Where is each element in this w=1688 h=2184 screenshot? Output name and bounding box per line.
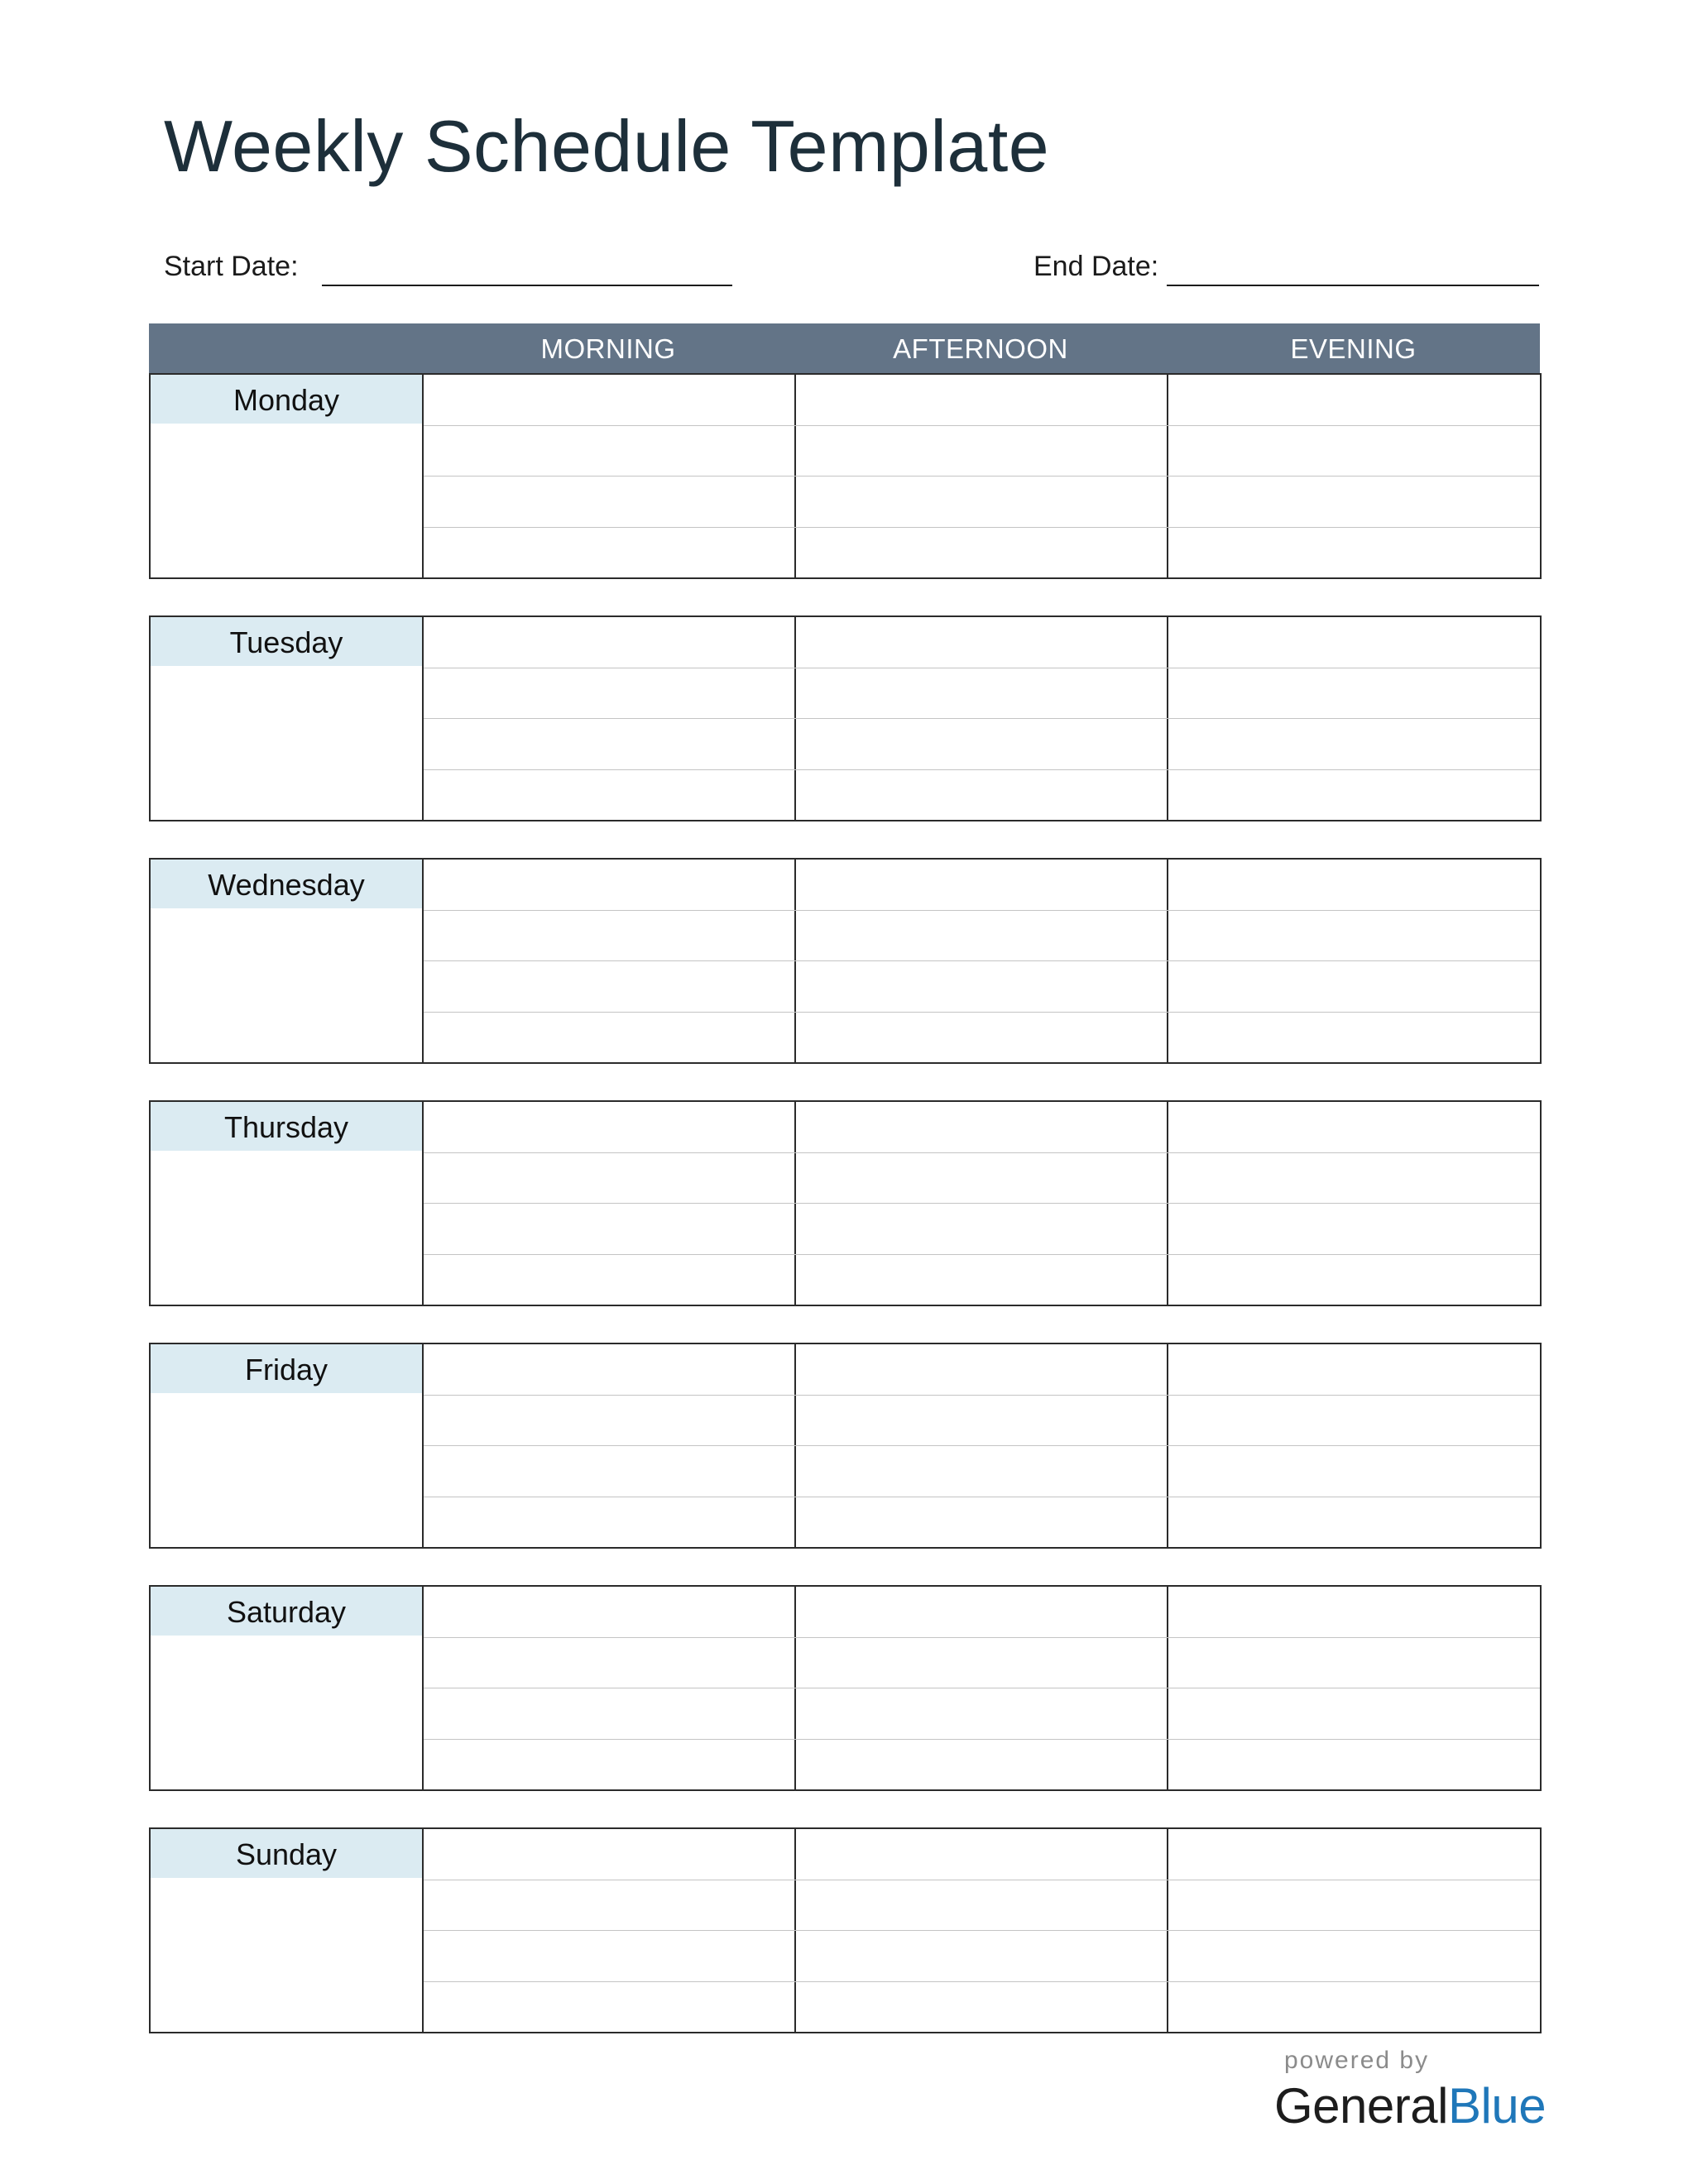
slot-wednesday-afternoon-1[interactable] (796, 860, 1167, 910)
slot-monday-afternoon-4[interactable] (796, 527, 1167, 577)
slot-friday-evening-4[interactable] (1168, 1497, 1540, 1547)
day-block-tuesday (149, 615, 1542, 821)
slot-friday-afternoon-3[interactable] (796, 1445, 1167, 1497)
slot-thursday-morning-1[interactable] (424, 1102, 794, 1152)
start-date-label: Start Date: (164, 251, 299, 282)
day-notes-monday[interactable] (151, 425, 422, 577)
day-block-thursday (149, 1100, 1542, 1306)
slot-tuesday-evening-1[interactable] (1168, 617, 1540, 668)
slot-sunday-morning-3[interactable] (424, 1930, 794, 1981)
slot-saturday-afternoon-3[interactable] (796, 1688, 1167, 1739)
slot-friday-evening-1[interactable] (1168, 1344, 1540, 1395)
day-notes-friday[interactable] (151, 1395, 422, 1547)
slot-sunday-afternoon-4[interactable] (796, 1981, 1167, 2032)
slot-tuesday-afternoon-1[interactable] (796, 617, 1167, 668)
slot-sunday-evening-4[interactable] (1168, 1981, 1540, 2032)
day-notes-saturday[interactable] (151, 1637, 422, 1789)
slot-tuesday-morning-1[interactable] (424, 617, 794, 668)
slot-saturday-afternoon-1[interactable] (796, 1587, 1167, 1637)
slot-saturday-evening-1[interactable] (1168, 1587, 1540, 1637)
slot-saturday-morning-1[interactable] (424, 1587, 794, 1637)
end-date-label: End Date: (1033, 251, 1159, 282)
day-block-monday (149, 373, 1542, 579)
slot-thursday-morning-4[interactable] (424, 1254, 794, 1305)
slot-monday-morning-1[interactable] (424, 375, 794, 425)
slot-wednesday-morning-2[interactable] (424, 910, 794, 960)
slot-friday-afternoon-4[interactable] (796, 1497, 1167, 1547)
day-label-wednesday: Wednesday (151, 860, 422, 908)
slot-saturday-evening-4[interactable] (1168, 1739, 1540, 1789)
column-header-afternoon: AFTERNOON (893, 333, 1068, 364)
brand-logo[interactable] (1274, 2075, 1546, 2138)
slot-wednesday-morning-4[interactable] (424, 1012, 794, 1062)
slot-friday-morning-2[interactable] (424, 1395, 794, 1445)
slot-sunday-afternoon-1[interactable] (796, 1829, 1167, 1880)
slot-saturday-afternoon-2[interactable] (796, 1637, 1167, 1688)
day-label-sunday: Sunday (151, 1829, 422, 1878)
slot-wednesday-evening-1[interactable] (1168, 860, 1540, 910)
slot-monday-afternoon-3[interactable] (796, 476, 1167, 527)
slot-saturday-afternoon-4[interactable] (796, 1739, 1167, 1789)
day-label-saturday: Saturday (151, 1587, 422, 1636)
slot-thursday-morning-2[interactable] (424, 1152, 794, 1203)
slot-monday-morning-3[interactable] (424, 476, 794, 527)
slot-tuesday-morning-2[interactable] (424, 668, 794, 718)
day-notes-tuesday[interactable] (151, 668, 422, 820)
slot-monday-evening-3[interactable] (1168, 476, 1540, 527)
slot-friday-morning-4[interactable] (424, 1497, 794, 1547)
slot-friday-morning-1[interactable] (424, 1344, 794, 1395)
day-block-sunday (149, 1827, 1542, 2033)
slot-thursday-evening-2[interactable] (1168, 1152, 1540, 1203)
slot-sunday-evening-3[interactable] (1168, 1930, 1540, 1981)
slot-monday-afternoon-2[interactable] (796, 425, 1167, 476)
slot-wednesday-afternoon-2[interactable] (796, 910, 1167, 960)
slot-saturday-evening-2[interactable] (1168, 1637, 1540, 1688)
day-block-wednesday (149, 858, 1542, 1064)
slot-sunday-morning-2[interactable] (424, 1880, 794, 1930)
slot-sunday-evening-1[interactable] (1168, 1829, 1540, 1880)
slot-tuesday-evening-4[interactable] (1168, 769, 1540, 820)
day-label-tuesday: Tuesday (151, 617, 422, 666)
slot-saturday-morning-4[interactable] (424, 1739, 794, 1789)
day-label-thursday: Thursday (151, 1102, 422, 1151)
end-date-field[interactable] (1167, 285, 1539, 286)
slot-wednesday-morning-1[interactable] (424, 860, 794, 910)
slot-saturday-morning-3[interactable] (424, 1688, 794, 1739)
brand-logo-part-1: General (1274, 2078, 1448, 2134)
slot-tuesday-morning-4[interactable] (424, 769, 794, 820)
slot-tuesday-morning-3[interactable] (424, 718, 794, 769)
slot-wednesday-evening-2[interactable] (1168, 910, 1540, 960)
slot-thursday-morning-3[interactable] (424, 1203, 794, 1254)
slot-wednesday-morning-3[interactable] (424, 960, 794, 1012)
slot-friday-morning-3[interactable] (424, 1445, 794, 1497)
slot-sunday-morning-4[interactable] (424, 1981, 794, 2032)
slot-wednesday-evening-4[interactable] (1168, 1012, 1540, 1062)
brand-logo-part-2: Blue (1447, 2078, 1547, 2134)
day-notes-thursday[interactable] (151, 1152, 422, 1305)
slot-wednesday-afternoon-4[interactable] (796, 1012, 1167, 1062)
slot-monday-evening-4[interactable] (1168, 527, 1540, 577)
day-label-friday: Friday (151, 1344, 422, 1393)
slot-sunday-afternoon-2[interactable] (796, 1880, 1167, 1930)
slot-tuesday-afternoon-2[interactable] (796, 668, 1167, 718)
slot-monday-morning-2[interactable] (424, 425, 794, 476)
slot-wednesday-evening-3[interactable] (1168, 960, 1540, 1012)
slot-thursday-afternoon-3[interactable] (796, 1203, 1167, 1254)
day-block-saturday (149, 1585, 1542, 1791)
slot-sunday-afternoon-3[interactable] (796, 1930, 1167, 1981)
day-block-friday (149, 1343, 1542, 1549)
slot-saturday-evening-3[interactable] (1168, 1688, 1540, 1739)
page-title: Weekly Schedule Template (164, 105, 1050, 187)
powered-by-text: powered by (1284, 2047, 1430, 2074)
slot-saturday-morning-2[interactable] (424, 1637, 794, 1688)
slot-tuesday-afternoon-3[interactable] (796, 718, 1167, 769)
day-notes-sunday[interactable] (151, 1880, 422, 2032)
day-label-monday: Monday (151, 375, 422, 424)
slot-friday-afternoon-1[interactable] (796, 1344, 1167, 1395)
slot-thursday-evening-4[interactable] (1168, 1254, 1540, 1305)
start-date-field[interactable] (322, 285, 732, 286)
slot-monday-afternoon-1[interactable] (796, 375, 1167, 425)
slot-tuesday-evening-2[interactable] (1168, 668, 1540, 718)
slot-monday-morning-4[interactable] (424, 527, 794, 577)
schedule-header (149, 323, 1540, 373)
slot-thursday-evening-1[interactable] (1168, 1102, 1540, 1152)
slot-friday-evening-2[interactable] (1168, 1395, 1540, 1445)
slot-tuesday-afternoon-4[interactable] (796, 769, 1167, 820)
column-header-evening: EVENING (1290, 333, 1417, 364)
slot-friday-evening-3[interactable] (1168, 1445, 1540, 1497)
slot-monday-evening-2[interactable] (1168, 425, 1540, 476)
slot-sunday-evening-2[interactable] (1168, 1880, 1540, 1930)
column-header-morning: MORNING (540, 333, 676, 364)
slot-thursday-afternoon-4[interactable] (796, 1254, 1167, 1305)
slot-sunday-morning-1[interactable] (424, 1829, 794, 1880)
slot-wednesday-afternoon-3[interactable] (796, 960, 1167, 1012)
slot-monday-evening-1[interactable] (1168, 375, 1540, 425)
slot-friday-afternoon-2[interactable] (796, 1395, 1167, 1445)
slot-thursday-afternoon-1[interactable] (796, 1102, 1167, 1152)
slot-thursday-evening-3[interactable] (1168, 1203, 1540, 1254)
slot-tuesday-evening-3[interactable] (1168, 718, 1540, 769)
day-notes-wednesday[interactable] (151, 910, 422, 1062)
slot-thursday-afternoon-2[interactable] (796, 1152, 1167, 1203)
